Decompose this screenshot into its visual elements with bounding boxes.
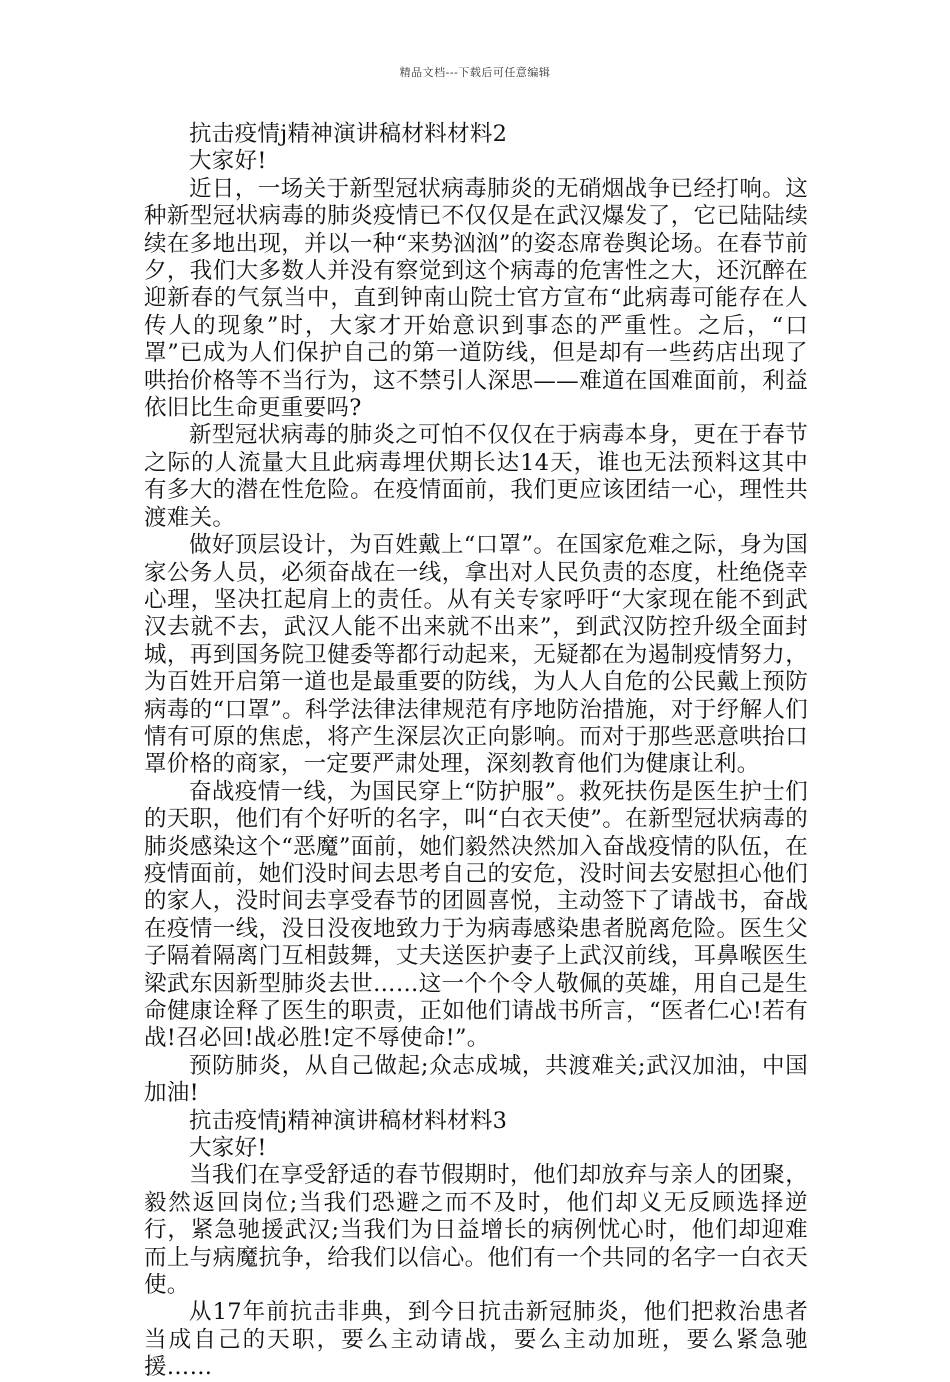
greeting: 大家好! (189, 1135, 267, 1162)
document-body (144, 121, 808, 1382)
paragraph: 做好顶层设计，为百姓戴上“口罩”。在国家危难之际，身为国家公务人员，必须奋战在一线，拿出对人民负责的态度，杜绝侥幸心理，坚决扛起肩上的责任。从有关专家呼吁“大家现在能不到武汉去就不去，武汉人能不出来就不出来”，到武汉防控升级全面封城，再到国务院卫健委等都行动起来，无疑都在为遏制疫情努力，为百姓开启第一道也是最重要的防线，为人人自危的公民戴上预防病毒的“口罩”。科学法律法律规范有序地防治措施，对于纾解人们情有可原的焦虑，将产生深层次正向影响。而对于那些恶意哄抬口罩价格的商家，一定要严肃处理，深刻教育他们为健康让利。 (144, 532, 808, 778)
paragraph: 奋战疫情一线，为国民穿上“防护服”。救死扶伤是医生护士们的天职，他们有个好听的名字，叫“白衣天使”。在新型冠状病毒的肺炎感染这个“恶魔”面前，她们毅然决然加入奋战疫情的队伍，在疫情面前，她们没时间去思考自己的安危，没时间去安慰担心他们的家人，没时间去享受春节的团圆喜悦，主动签下了请战书，奋战在疫情一线，没日没夜地致力于为病毒感染患者脱离危险。医生父子隔着隔离门互相鼓舞，丈夫送医护妻子上武汉前线，耳鼻喉医生梁武东因新型肺炎去世……这一个个令人敬佩的英雄，用自己是生命健康诠释了医生的职责，正如他们请战书所言，“医者仁心!若有战!召必回!战必胜!定不辱使命!”。 (144, 778, 808, 1052)
greeting: 大家好! (189, 148, 267, 175)
page-header: 精品文档---下载后可任意编辑 (399, 66, 551, 79)
paragraph: 预防肺炎，从自己做起;众志成城，共渡难关;武汉加油，中国加油! (144, 1052, 808, 1107)
paragraph: 新型冠状病毒的肺炎之可怕不仅仅在于病毒本身，更在于春节之际的人流量大且此病毒埋伏期长达14天，谁也无法预料这其中有多大的潜在性危险。在疫情面前，我们更应该团结一心，理性共渡难关。 (144, 422, 808, 531)
paragraph: 近日，一场关于新型冠状病毒肺炎的无硝烟战争已经打响。这种新型冠状病毒的肺炎疫情已不仅仅是在武汉爆发了，它已陆陆续续在多地出现，并以一种“来势汹汹”的姿态席卷舆论场。在春节前夕，我们大多数人并没有察觉到这个病毒的危害性之大，还沉醉在迎新春的气氛当中，直到钟南山院士官方宣布“此病毒可能存在人传人的现象”时，大家才开始意识到事态的严重性。之后，“口罩”已成为人们保护自己的第一道防线，但是却有一些药店出现了哄抬价格等不当行为，这不禁引人深思——难道在国难面前，利益依旧比生命更重要吗? (144, 175, 808, 422)
paragraph: 当我们在享受舒适的春节假期时，他们却放弃与亲人的团聚，毅然返回岗位;当我们恐避之而不及时，他们却义无反顾选择逆行，紧急驰援武汉;当我们为日益增长的病例忧心时，他们却迎难而上与病魔抗争，给我们以信心。他们有一个共同的名字一白衣天使。 (144, 1162, 808, 1299)
section-title: 抗击疫情j精神演讲稿材料材料2 (189, 121, 508, 147)
paragraph: 从17年前抗击非典，到今日抗击新冠肺炎，他们把救治患者当成自己的天职，要么主动请战，要么主动加班，要么紧急驰援…… (144, 1299, 808, 1381)
section-title: 抗击疫情j精神演讲稿材料材料3 (189, 1107, 508, 1134)
